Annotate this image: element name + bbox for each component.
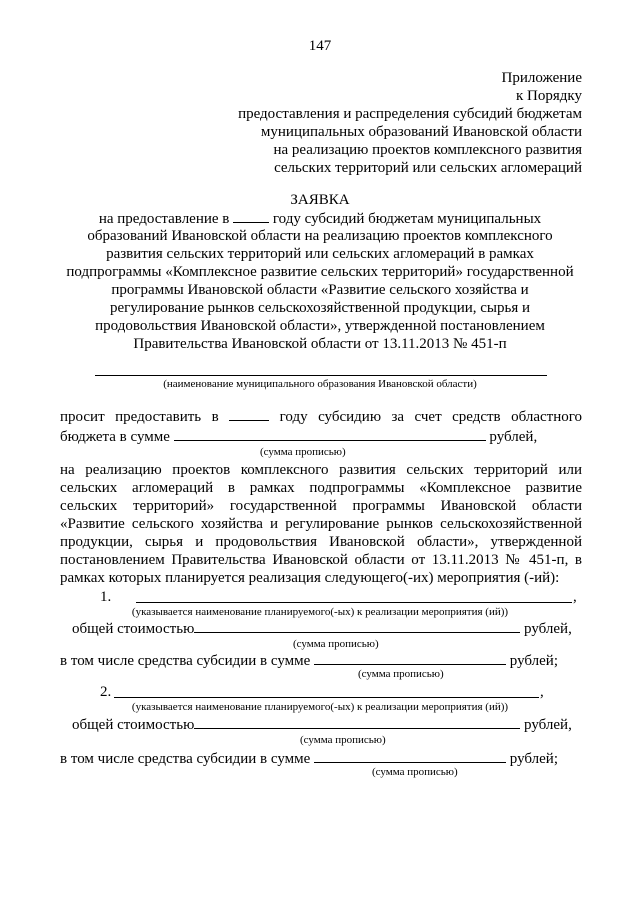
appendix-line-4: муниципальных образований Ивановской области (260, 124, 582, 140)
item-1-name-field[interactable] (136, 602, 572, 603)
item-1-cost-field[interactable] (194, 620, 520, 633)
page-number: 147 (308, 38, 332, 54)
body-line-3: на реализацию проектов комплексного развития сельских территорий или (60, 462, 582, 478)
item-1-caption: (указывается наименование планируемого(-ых) к реализации мероприятия (ий)) (131, 606, 509, 618)
appendix-line-6: сельских территорий или сельских агломераций (274, 160, 582, 176)
item-1-cost-label: общей стоимостью (72, 621, 195, 637)
subtitle-line-4: подпрограммы «Комплексное развитие сельских территорий» государственной (66, 264, 574, 280)
body-line-7: продукции, сырья и продовольствия Ивановской области», утвержденной (60, 534, 582, 550)
item-1-cost-line (72, 620, 572, 638)
subtitle-line-1-end: году субсидий бюджетам муниципальных (272, 211, 542, 227)
item-2-cost-unit: рублей, (524, 717, 572, 733)
item-2-subsidy-field[interactable] (314, 750, 506, 763)
subtitle-line-3: развития сельских территорий или сельских агломераций в рамках (106, 246, 534, 262)
item-1-cost-caption: (сумма прописью) (293, 638, 379, 650)
appendix-line-2: к Порядку (516, 88, 582, 104)
municipality-caption: (наименование муниципального образования Ивановской области) (163, 378, 477, 390)
budget-sum-field[interactable] (174, 428, 486, 441)
sum-caption: (сумма прописью) (260, 446, 346, 458)
item-1-subsidy-label: в том числе средства субсидии в сумме (60, 653, 311, 669)
item-2-subsidy-label: в том числе средства субсидии в сумме (60, 751, 311, 767)
item-2-subsidy-line (60, 750, 558, 768)
subtitle-line-6: регулирование рынков сельскохозяйственной продукции, сырья и (109, 300, 531, 316)
item-2-end: , (540, 684, 544, 700)
subtitle-line-5: программы Ивановской области «Развитие сельского хозяйства и (111, 282, 529, 298)
body-line-1-start: просит предоставить в (60, 409, 219, 425)
body-line-1-end: году субсидию за счет средств областного (279, 409, 583, 425)
item-2-cost-field[interactable] (194, 716, 520, 729)
subtitle-line-1-start: на предоставление в (98, 211, 230, 227)
item-2-cost-line (72, 716, 572, 734)
body-line-2-unit: рублей, (489, 429, 538, 445)
appendix-line-1: Приложение (501, 70, 582, 86)
item-2-number: 2. (100, 684, 112, 700)
document-title: ЗАЯВКА (290, 192, 350, 208)
year-blank-field[interactable] (233, 210, 269, 223)
subtitle-line-1 (0, 210, 640, 228)
body-line-1 (60, 408, 582, 426)
subtitle-line-2: образований Ивановской области на реализацию проектов комплексного (87, 228, 553, 244)
appendix-line-3: предоставления и распределения субсидий бюджетам (238, 106, 582, 122)
body-line-9: рамках которых планируется реализация следующего(-их) мероприятия (-ий): (60, 570, 560, 586)
item-1-subsidy-field[interactable] (314, 652, 506, 665)
item-2-name-field[interactable] (114, 697, 539, 698)
item-1-subsidy-line (60, 652, 558, 670)
body-line-5: сельских территорий» государственной программы Ивановской области (60, 498, 582, 514)
year-blank-field-2[interactable] (229, 408, 269, 421)
body-line-4: сельских агломераций в рамках подпрограммы «Комплексное развитие (60, 480, 582, 496)
item-2-subsidy-caption: (сумма прописью) (372, 766, 458, 778)
body-line-6: «Развитие сельского хозяйства и регулирование рынков сельскохозяйственной (60, 516, 582, 532)
item-1-number: 1. (100, 589, 112, 605)
item-1-end: , (573, 589, 577, 605)
appendix-line-5: на реализацию проектов комплексного развития (273, 142, 582, 158)
item-1-subsidy-unit: рублей; (509, 653, 558, 669)
item-1-cost-unit: рублей, (524, 621, 572, 637)
body-line-2 (60, 428, 537, 446)
body-line-2-start: бюджета в сумме (60, 429, 170, 445)
item-2-cost-caption: (сумма прописью) (300, 734, 386, 746)
subtitle-line-7: продовольствия Ивановской области», утвержденной постановлением (95, 318, 545, 334)
item-2-cost-label: общей стоимостью (72, 717, 195, 733)
item-2-caption: (указывается наименование планируемого(-ых) к реализации мероприятия (ий)) (131, 701, 509, 713)
municipality-name-field[interactable] (95, 375, 547, 376)
item-1-subsidy-caption: (сумма прописью) (358, 668, 444, 680)
item-2-subsidy-unit: рублей; (509, 751, 558, 767)
body-line-8: постановлением Правительства Ивановской области от 13.11.2013 № 451-п, в (60, 552, 582, 568)
subtitle-line-8: Правительства Ивановской области от 13.11.2013 № 451-п (133, 336, 507, 352)
